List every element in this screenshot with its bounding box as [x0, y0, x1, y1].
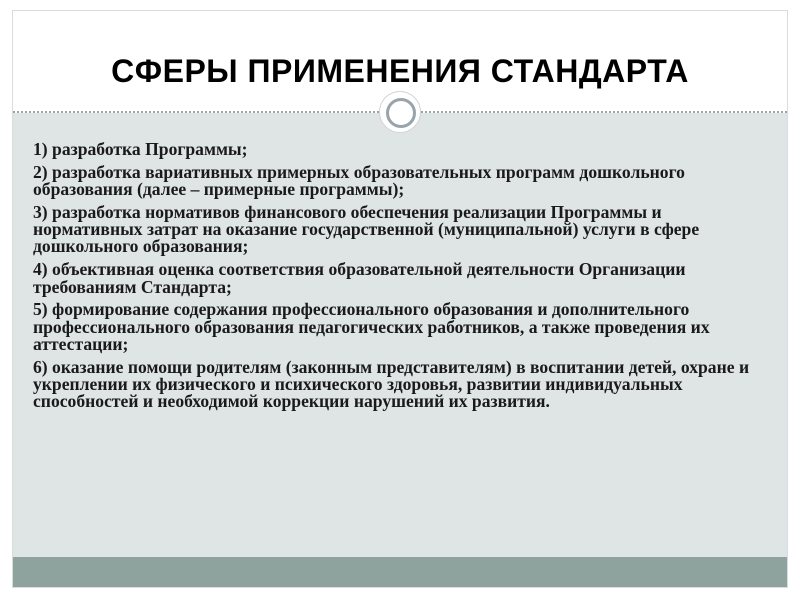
circle-ornament-inner-ring — [386, 98, 416, 128]
slide-title: СФЕРЫ ПРИМЕНЕНИЯ СТАНДАРТА — [111, 53, 689, 89]
list-item: 1) разработка Программы; — [33, 139, 248, 159]
scope-list — [33, 141, 773, 416]
circle-ornament-icon — [379, 91, 421, 133]
content-area — [13, 113, 787, 557]
list-item: 3) разработка нормативов финансового обеспечения реализации Программы и нормативных затрат на оказание государственной (муниципальной) услуги в сфере дошкольного образования; — [33, 201, 700, 257]
footer-bar — [13, 557, 787, 588]
list-item: 6) оказание помощи родителям (законным представителям) в воспитании детей, охране и укреплении их физического и психического здоровья, развитии индивидуальных способностей и необходимой коррекции нарушений их развития. — [33, 356, 750, 412]
list-item: 5) формирование содержания профессионального образования и дополнительного профессионального образования педагогических работников, а также проведения их аттестации; — [33, 299, 710, 354]
list-item: 4) объективная оценка соответствия образовательной деятельности Организации требованиям Стандарта; — [33, 259, 686, 297]
list-item: 2) разработка вариативных примерных образовательных программ дошкольного образования (далее – примерные программы); — [33, 161, 685, 200]
slide — [12, 10, 788, 588]
